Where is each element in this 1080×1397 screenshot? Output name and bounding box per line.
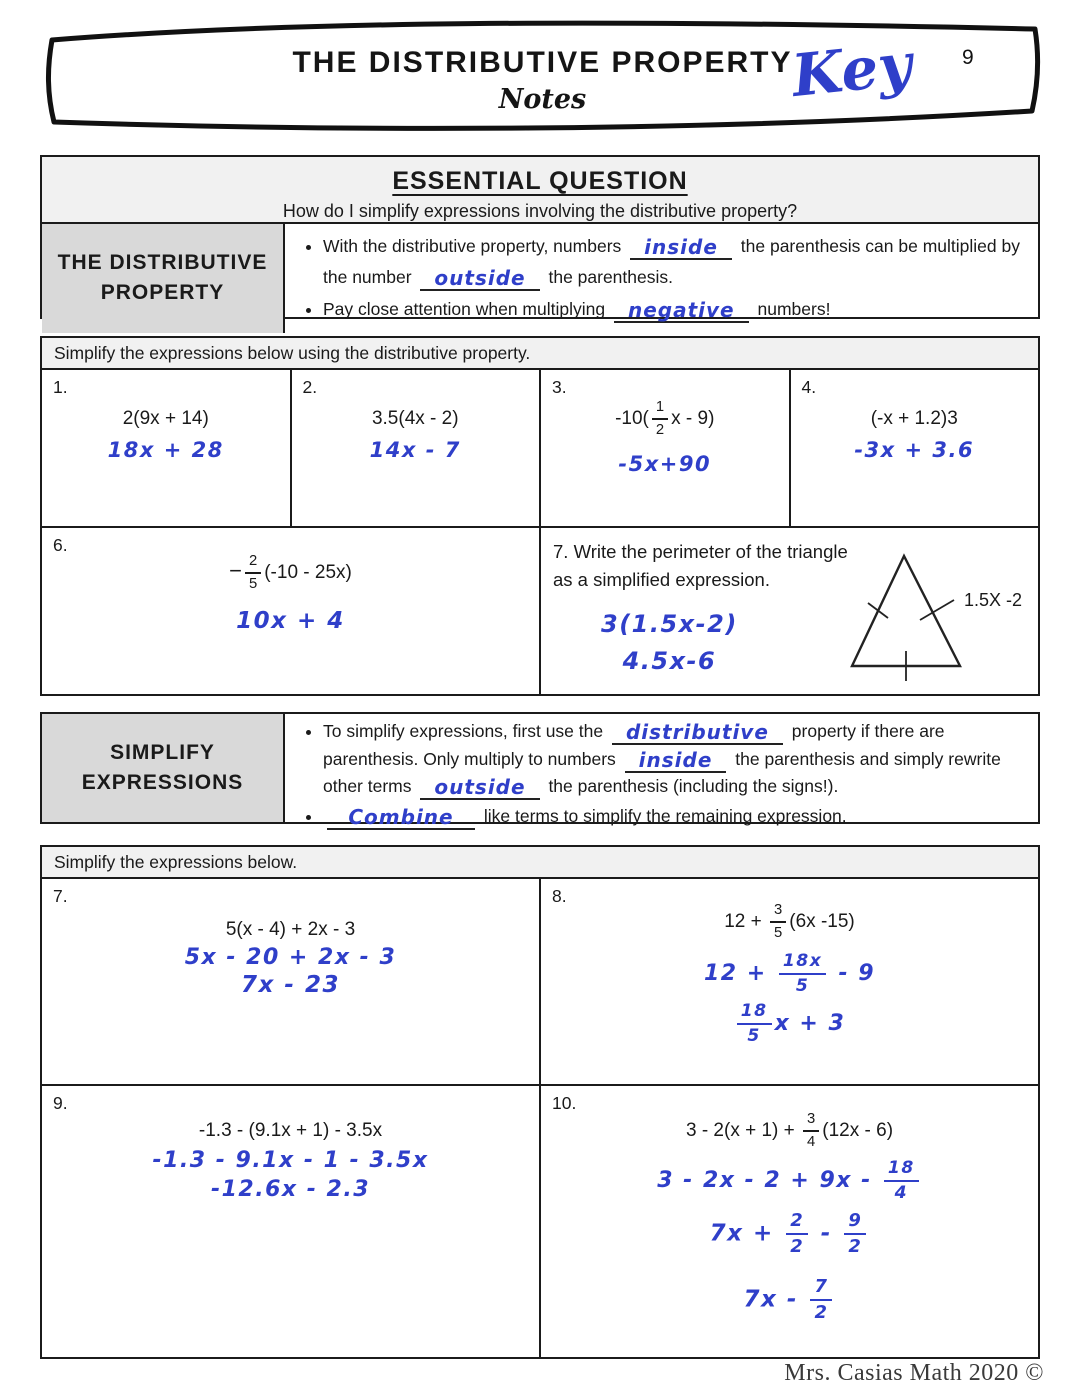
problem-number: 7. (53, 886, 68, 906)
note-text: the parenthesis (including the signs!). (548, 776, 839, 797)
note-text: numbers! (757, 299, 831, 320)
note-bullet (323, 294, 1024, 325)
problem-7-answer (601, 606, 738, 680)
note-bullet (323, 718, 1024, 801)
problem-10-answer (541, 1275, 1038, 1323)
fraction: $\frac{2}{2}$ (786, 1212, 808, 1256)
problem-1-expression: 2(9x + 14) (122, 408, 209, 429)
problem-1-cell (42, 370, 292, 526)
problem-number: 3. (552, 377, 567, 397)
expression-part: (12x - 6) (822, 1119, 894, 1141)
answer-line: 4.5x-6 (622, 647, 717, 676)
fraction: $\frac{18}{5}$ (737, 1003, 772, 1045)
triangle-figure (842, 548, 1032, 686)
problem-7-triangle-cell (541, 528, 1038, 694)
answer-part: 7x + (709, 1220, 774, 1247)
problem-2-cell (292, 370, 542, 526)
problem-6-expression (42, 554, 539, 592)
problem-2-expression: 3.5(4x - 2) (371, 408, 459, 429)
simplify-expressions-box (40, 712, 1040, 829)
problem-7-expression: 5(x - 4) + 2x - 3 (225, 919, 356, 940)
footer-credit: Mrs. Casias Math 2020 © (784, 1360, 1044, 1386)
triangle-side-label: 1.5X -2 (964, 590, 1023, 610)
note-text: like terms to simplify the remaining expression. (483, 805, 847, 826)
problem-3-cell (541, 370, 791, 526)
answer-line: 3(1.5x-2) (601, 610, 738, 638)
expression-part: -10( (615, 407, 649, 429)
problem-10-work-1 (541, 1157, 1038, 1203)
expression-part: (-10 - 25x) (264, 561, 352, 583)
answer-part: 12 + (703, 960, 767, 986)
answer-part: - (820, 1220, 832, 1247)
note-text: Pay close attention when multiplying (323, 299, 606, 320)
problem-9-cell (42, 1086, 541, 1357)
problem-number: 9. (53, 1093, 68, 1113)
fraction: $\frac{18x}{5}$ (779, 953, 826, 995)
problem-10-expression (541, 1112, 1038, 1150)
essential-question-text: How do I simplify expressions involving the distributive property? (282, 201, 798, 221)
note-text: property if there are parenthesis. Only multiply to numbers (323, 721, 945, 769)
problem-7-cell (42, 879, 541, 1084)
note-text: To simplify expressions, first use the (323, 721, 604, 741)
distributive-property-notes (285, 224, 1038, 333)
expression-part: 3 - 2(x + 1) + (685, 1119, 795, 1141)
problem-1-answer: 18x + 28 (107, 438, 224, 462)
problem-8-cell (541, 879, 1038, 1084)
problem-3-expression (541, 400, 789, 438)
note-text: the parenthesis. (548, 266, 673, 287)
fraction: $\frac{1}{2}$ (652, 400, 668, 438)
note-text: With the distributive property, numbers (323, 236, 622, 256)
title-banner (40, 8, 1045, 136)
note-bullet (323, 231, 1024, 292)
problem-number: 10. (552, 1093, 577, 1113)
problem-number: 6. (53, 535, 68, 555)
fraction: $\frac{3}{4}$ (803, 1112, 819, 1150)
expression-part: x - 9) (671, 407, 715, 429)
problem-10-work-2 (541, 1209, 1038, 1257)
fill-in-blank: Combine (327, 807, 475, 830)
fraction: $\frac{2}{5}$ (245, 554, 261, 592)
answer-part: 3 - 2x - 2 + 9x - (657, 1167, 872, 1193)
simplify-expressions-label (42, 714, 285, 822)
table-caption: Simplify the expressions below. (42, 847, 1038, 879)
problems-row-1 (42, 370, 1038, 528)
table-caption: Simplify the expressions below using the distributive property. (42, 338, 1038, 370)
essential-question-row (42, 157, 1038, 224)
problem-4-answer: -3x + 3.6 (854, 438, 975, 462)
essential-question-box (40, 155, 1040, 323)
essential-question-heading: ESSENTIAL QUESTION (392, 167, 688, 195)
problems-row-3 (42, 879, 1038, 1086)
page-number: 9 (962, 46, 974, 69)
fill-in-blank: inside (630, 237, 732, 260)
distributive-property-label (42, 224, 285, 333)
expression-part: 12 + (724, 910, 762, 932)
answer-key-annotation: Key (788, 29, 915, 111)
problem-4-cell (791, 370, 1039, 526)
note-text: the parenthesis and simply rewrite other terms (323, 748, 1001, 797)
problem-9-answer: -12.6x - 2.3 (210, 1177, 371, 1202)
fraction: $\frac{3}{5}$ (770, 903, 786, 941)
worksheet-subtitle: Notes (498, 84, 587, 115)
simplify-expressions-notes (285, 714, 1038, 829)
fill-in-blank: negative (614, 300, 749, 323)
problem-number: 8. (552, 886, 567, 906)
distributive-property-row (42, 224, 1038, 333)
problem-2-answer: 14x - 7 (369, 438, 461, 462)
problem-9-work: -1.3 - 9.1x - 1 - 3.5x (152, 1148, 429, 1173)
problem-8-expression (541, 903, 1038, 941)
problem-6-answer: 10x + 4 (236, 607, 345, 634)
label-line-1: SIMPLIFY (110, 740, 215, 764)
answer-part: x + 3 (774, 1011, 846, 1037)
prompt-line: 7. Write the perimeter of the triangle (553, 541, 848, 562)
problem-number: 1. (53, 377, 68, 397)
answer-part: 7x - (743, 1286, 798, 1313)
fraction: $\frac{18}{4}$ (884, 1160, 919, 1202)
fraction: $\frac{7}{2}$ (810, 1278, 832, 1322)
problem-8-answer (541, 1000, 1038, 1047)
fill-in-blank: outside (420, 777, 539, 800)
fill-in-blank: outside (420, 268, 539, 291)
expression-part: (6x -15) (789, 910, 855, 932)
fill-in-blank: distributive (612, 722, 783, 745)
distributive-problems-table (40, 336, 1040, 696)
worksheet-title: THE DISTRIBUTIVE PROPERTY (292, 46, 793, 79)
problem-7-answer: 7x - 23 (241, 972, 340, 998)
note-bullet (323, 803, 1024, 831)
problem-3-answer: -5x+90 (618, 451, 712, 476)
simplify-problems-table (40, 845, 1040, 1359)
problem-6-cell (42, 528, 541, 694)
problems-row-4 (42, 1086, 1038, 1357)
problem-10-cell (541, 1086, 1038, 1357)
answer-part: - 9 (838, 960, 876, 986)
label-line-2: PROPERTY (100, 281, 225, 305)
problem-number: 4. (801, 377, 817, 397)
fraction: $\frac{9}{2}$ (844, 1212, 866, 1256)
label-line-2: EXPRESSIONS (81, 771, 244, 794)
problem-8-work (541, 950, 1038, 996)
note-text: the parenthesis can be multiplied by the number (323, 236, 1020, 287)
prompt-line: as a simplified expression. (553, 568, 770, 590)
problem-4-expression: (-x + 1.2)3 (870, 408, 958, 429)
problems-row-2 (42, 528, 1038, 694)
fill-in-blank: inside (625, 750, 727, 773)
expression-part: − (229, 557, 242, 583)
label-line-1: THE DISTRIBUTIVE (57, 251, 268, 274)
problem-number: 2. (302, 377, 318, 397)
problem-9-expression: -1.3 - (9.1x + 1) - 3.5x (198, 1120, 383, 1141)
problem-7-work: 5x - 20 + 2x - 3 (184, 945, 397, 970)
